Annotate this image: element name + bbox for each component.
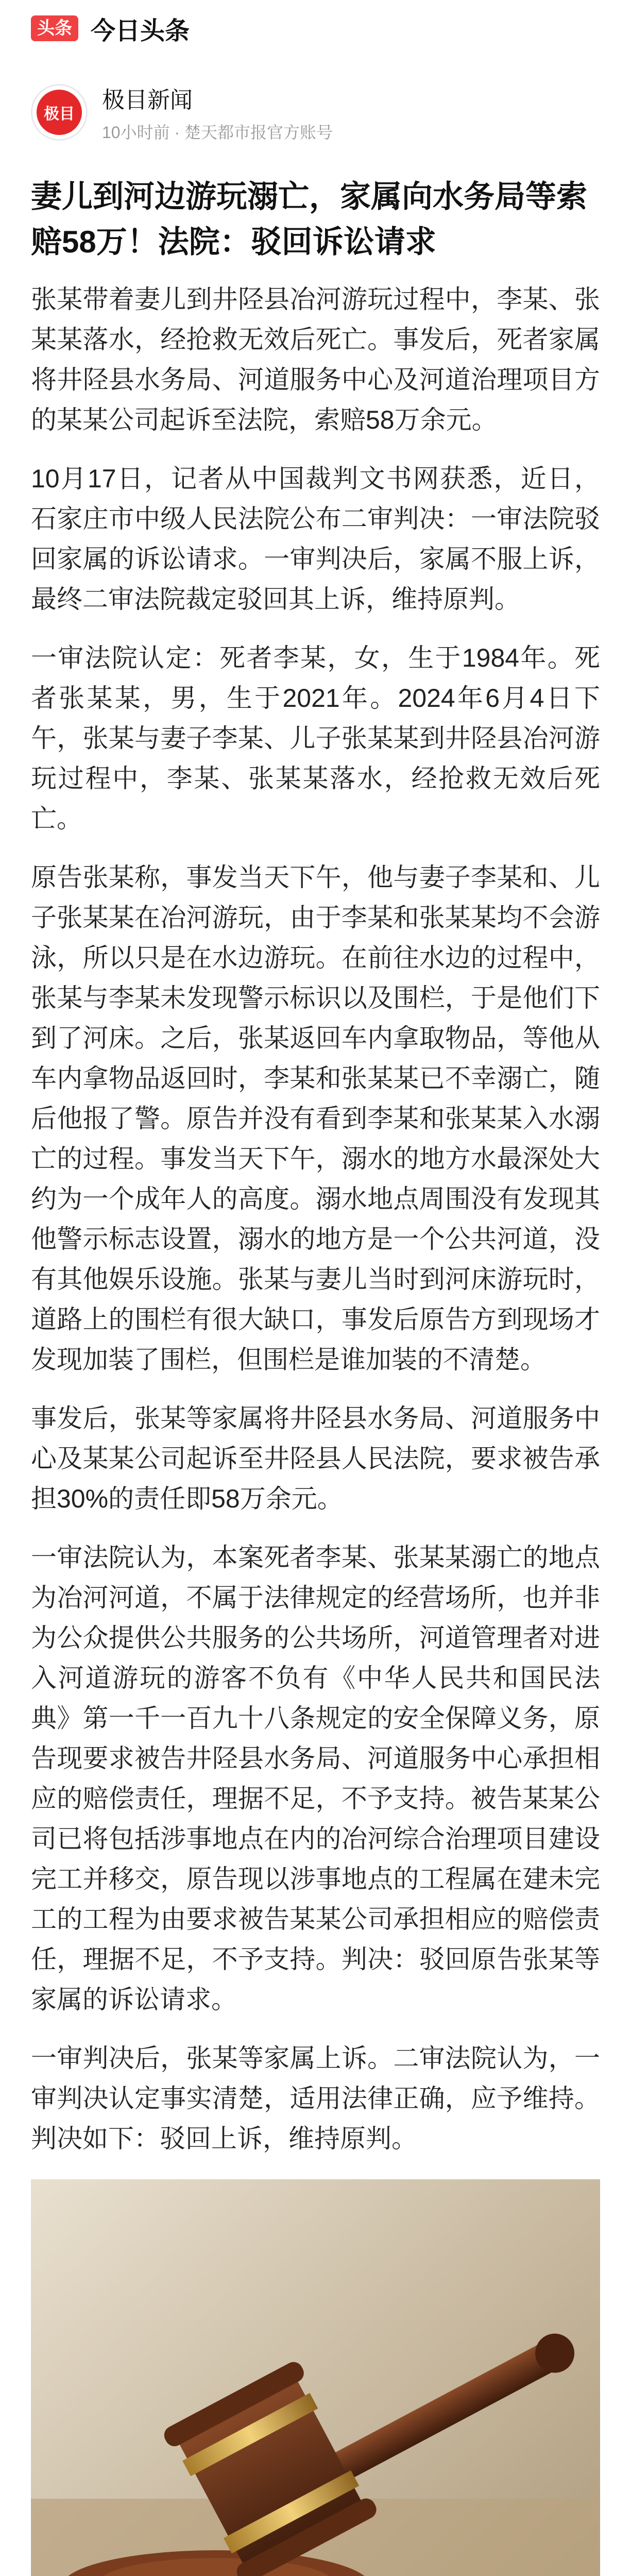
- app-badge[interactable]: 头条: [31, 15, 78, 41]
- article-title: 妻儿到河边游玩溺亡，家属向水务局等索赔58万！法院：驳回诉讼请求: [31, 179, 587, 259]
- author-row[interactable]: [0, 81, 631, 143]
- avatar-logo: 极目: [37, 90, 82, 135]
- avatar[interactable]: [31, 84, 88, 141]
- author-subline: 10小时前 · 楚天都市报官方账号: [102, 123, 333, 142]
- article-paragraph: 原告张某称，事发当天下午，他与妻子李某和、儿子张某某在冶河游玩，由于李某和张某某均不会游泳，所以只是在水边游玩。在前往水边的过程中，张某与李某未发现警示标识以及围栏，于是他们下到了河床。之后，张某返回车内拿取物品，等他从车内拿物品返回时，李某和张某某已不幸溺亡，随后他报了警。原告并没有看到李某和张某某入水溺亡的过程。事发当天下午，溺水的地方水最深处大约为一个成年人的高度。溺水地点周围没有发现其他警示标志设置，溺水的地方是一个公共河道，没有其他娱乐设施。张某与妻儿当时到河床游玩时，道路上的围栏有很大缺口，事发后原告方到现场才发现加装了围栏，但围栏是谁加装的不清楚。: [31, 863, 600, 1374]
- article-paragraph: 一审判决后，张某等家属上诉。二审法院认为，一审判决认定事实清楚，适用法律正确，应予维持。判决如下：驳回上诉，维持原判。: [31, 2044, 600, 2153]
- gavel-illustration: [31, 2179, 600, 2576]
- app-title: 今日头条: [91, 17, 190, 45]
- author-name[interactable]: 极目新闻: [102, 88, 193, 113]
- article-paragraph: 张某带着妻儿到井陉县冶河游玩过程中，李某、张某某落水，经抢救无效后死亡。事发后，死者家属将井陉县水务局、河道服务中心及河道治理项目方的某某公司起诉至法院，索赔58万余元。: [31, 285, 600, 434]
- article-paragraph: 一审法院认为，本案死者李某、张某某溺亡的地点为冶河河道，不属于法律规定的经营场所，也并非为公众提供公共服务的公共场所，河道管理者对进入河道游玩的游客不负有《中华人民共和国民法典》第一千一百九十八条规定的安全保障义务，原告现要求被告井陉县水务局、河道服务中心承担相应的赔偿责任，理据不足，不予支持。被告某某公司已将包括涉事地点在内的冶河综合治理项目建设完工并移交，原告现以涉事地点的工程属在建未完工的工程为由要求被告某某公司承担相应的赔偿责任，理据不足，不予支持。判决：驳回原告张某等家属的诉讼请求。: [31, 1543, 600, 2014]
- article-paragraph: 10月17日，记者从中国裁判文书网获悉，近日，石家庄市中级人民法院公布二审判决：一审法院驳回家属的诉讼请求。一审判决后，家属不服上诉，最终二审法院裁定驳回其上诉，维持原判。: [31, 464, 600, 614]
- gavel-image: [31, 2179, 600, 2576]
- author-meta: [102, 81, 333, 143]
- top-bar: [0, 0, 631, 57]
- article-paragraph: 事发后，张某等家属将井陉县水务局、河道服务中心及某某公司起诉至井陉县人民法院，要求被告承担30%的责任即58万余元。: [31, 1404, 600, 1513]
- article-content: [0, 174, 631, 2576]
- article-paragraph: 一审法院认定：死者李某，女，生于1984年。死者张某某，男，生于2021年。2024年6月4日下午，张某与妻子李某、儿子张某某到井陉县冶河游玩过程中，李某、张某某落水，经抢救无效后死亡。: [31, 643, 600, 833]
- article-image[interactable]: [31, 2179, 600, 2576]
